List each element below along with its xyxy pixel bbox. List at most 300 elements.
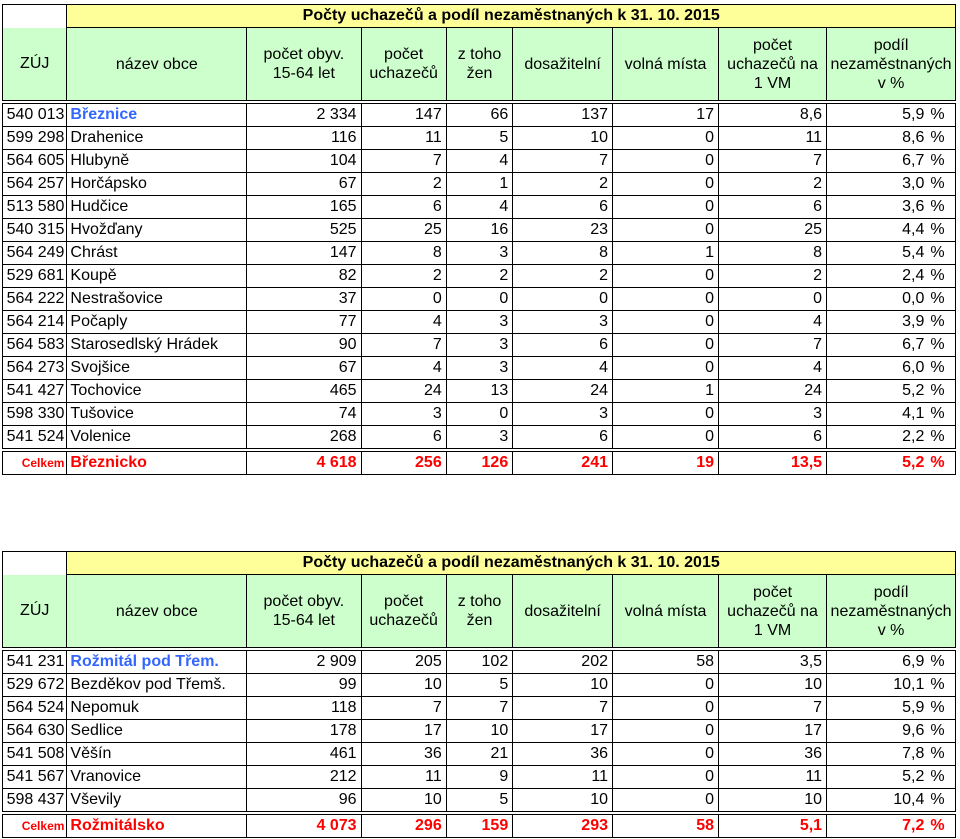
vacancies-value: 0 (613, 334, 719, 357)
table-row (3, 265, 956, 288)
vacancies-value: 17 (613, 104, 719, 127)
percent-unit: % (926, 265, 955, 288)
per-vacancy-value: 25 (719, 219, 827, 242)
applicants-value: 10 (361, 789, 446, 812)
municipality-name: Drahenice (67, 127, 247, 150)
table-row (3, 334, 956, 357)
applicants-value: 256 (361, 452, 446, 475)
available-value: 2 (513, 173, 613, 196)
percent-unit: % (926, 743, 955, 766)
municipality-name: Horčápsko (67, 173, 247, 196)
per-vacancy-value: 4 (719, 311, 827, 334)
per-vacancy-value: 11 (719, 766, 827, 789)
vacancies-value: 0 (613, 743, 719, 766)
percent-unit: % (926, 127, 955, 150)
women-value: 0 (446, 288, 513, 311)
vacancies-value: 1 (613, 242, 719, 265)
population-value: 77 (247, 311, 361, 334)
vacancies-value: 0 (613, 311, 719, 334)
zuj-code: 564 249 (3, 242, 67, 265)
population-value: 37 (247, 288, 361, 311)
percent-unit: % (926, 697, 955, 720)
available-value: 2 (513, 265, 613, 288)
applicants-value: 25 (361, 219, 446, 242)
percent-unit: % (926, 334, 955, 357)
zuj-code: 564 583 (3, 334, 67, 357)
population-value: 96 (247, 789, 361, 812)
women-value: 66 (446, 104, 513, 127)
per-vacancy-value: 8 (719, 242, 827, 265)
available-value: 8 (513, 242, 613, 265)
zuj-code: 540 315 (3, 219, 67, 242)
municipality-name: Nepomuk (67, 697, 247, 720)
applicants-value: 7 (361, 334, 446, 357)
total-row (3, 452, 956, 475)
table-row (3, 789, 956, 812)
header-applicants (361, 28, 446, 101)
women-value: 1 (446, 173, 513, 196)
header-per-vacancy-line: uchazečů na (727, 55, 818, 73)
share-value: 2,2 (827, 426, 927, 449)
percent-unit: % (926, 380, 955, 403)
available-value: 17 (513, 720, 613, 743)
population-value: 525 (247, 219, 361, 242)
share-value: 0,0 (827, 288, 927, 311)
applicants-value: 4 (361, 311, 446, 334)
header-per-vacancy-line: počet (752, 36, 793, 54)
share-value: 3,0 (827, 173, 927, 196)
table-row (3, 219, 956, 242)
share-value: 10,1 (827, 674, 927, 697)
zuj-code: 564 222 (3, 288, 67, 311)
percent-unit: % (926, 104, 955, 127)
header-name: název obce (67, 575, 247, 648)
per-vacancy-value: 6 (719, 196, 827, 219)
municipality-name: Hudčice (67, 196, 247, 219)
vacancies-value: 0 (613, 288, 719, 311)
table-row (3, 173, 956, 196)
share-value: 4,4 (827, 219, 927, 242)
header-women (446, 28, 513, 101)
zuj-code: 564 630 (3, 720, 67, 743)
share-value: 10,4 (827, 789, 927, 812)
municipality-name: Starosedlský Hrádek (67, 334, 247, 357)
applicants-value: 10 (361, 674, 446, 697)
table-row (3, 288, 956, 311)
available-value: 6 (513, 196, 613, 219)
per-vacancy-value: 13,5 (719, 452, 827, 475)
municipality-name: Tochovice (67, 380, 247, 403)
women-value: 10 (446, 720, 513, 743)
available-value: 11 (513, 766, 613, 789)
table-row (3, 242, 956, 265)
per-vacancy-value: 7 (719, 334, 827, 357)
available-value: 4 (513, 357, 613, 380)
women-value: 3 (446, 242, 513, 265)
available-value: 6 (513, 426, 613, 449)
share-value: 5,9 (827, 697, 927, 720)
table-title: Počty uchazečů a podíl nezaměstnaných k 31. 10. 2015 (67, 552, 956, 575)
women-value: 126 (446, 452, 513, 475)
available-value: 6 (513, 334, 613, 357)
population-value: 4 618 (247, 452, 361, 475)
percent-unit: % (926, 720, 955, 743)
header-population (247, 575, 361, 648)
per-vacancy-value: 8,6 (719, 104, 827, 127)
per-vacancy-value: 11 (719, 127, 827, 150)
population-value: 461 (247, 743, 361, 766)
per-vacancy-value: 7 (719, 697, 827, 720)
header-share-line: nezaměstnaných (830, 602, 952, 620)
corner-blank (3, 552, 67, 575)
applicants-value: 7 (361, 150, 446, 173)
header-applicants-line: počet (384, 593, 424, 610)
municipality-name: Nestrašovice (67, 288, 247, 311)
municipality-name: Hvožďany (67, 219, 247, 242)
header-applicants (361, 575, 446, 648)
applicants-value: 36 (361, 743, 446, 766)
available-value: 202 (513, 651, 613, 674)
vacancies-value: 1 (613, 380, 719, 403)
vacancies-value: 0 (613, 789, 719, 812)
table-row (3, 426, 956, 449)
header-vacancies-line: volná místa (624, 55, 707, 73)
header-available (513, 28, 613, 101)
zuj-code: 564 273 (3, 357, 67, 380)
header-share (827, 575, 956, 648)
header-vacancies (613, 28, 719, 101)
vacancies-value: 0 (613, 403, 719, 426)
table-row (3, 651, 956, 674)
vacancies-value: 0 (613, 127, 719, 150)
municipality-name: Koupě (67, 265, 247, 288)
share-value: 6,0 (827, 357, 927, 380)
vacancies-value: 0 (613, 426, 719, 449)
header-applicants-line: uchazečů (369, 65, 438, 82)
share-value: 4,1 (827, 403, 927, 426)
share-value: 7,2 (827, 815, 927, 838)
population-value: 212 (247, 766, 361, 789)
population-value: 99 (247, 674, 361, 697)
zuj-code: 564 214 (3, 311, 67, 334)
zuj-code: 513 580 (3, 196, 67, 219)
share-value: 2,4 (827, 265, 927, 288)
available-value: 3 (513, 403, 613, 426)
municipality-name: Věšín (67, 743, 247, 766)
share-value: 5,4 (827, 242, 927, 265)
header-per-vacancy-line: 1 VM (753, 621, 792, 639)
vacancies-value: 0 (613, 219, 719, 242)
vacancies-value: 0 (613, 697, 719, 720)
header-per-vacancy-line: uchazečů na (727, 602, 818, 620)
percent-unit: % (926, 674, 955, 697)
header-available-line: dosažitelní (524, 55, 601, 73)
per-vacancy-value: 4 (719, 357, 827, 380)
table-row (3, 150, 956, 173)
vacancies-value: 0 (613, 150, 719, 173)
header-applicants-line: uchazečů (369, 612, 438, 629)
total-row (3, 815, 956, 838)
share-value: 7,8 (827, 743, 927, 766)
municipality-name: Bezděkov pod Třemš. (67, 674, 247, 697)
share-value: 6,7 (827, 334, 927, 357)
table-row (3, 766, 956, 789)
women-value: 4 (446, 196, 513, 219)
population-value: 82 (247, 265, 361, 288)
unemployment-table (2, 4, 956, 475)
population-value: 116 (247, 127, 361, 150)
population-value: 268 (247, 426, 361, 449)
population-value: 2 334 (247, 104, 361, 127)
percent-unit: % (926, 288, 955, 311)
unemployment-table (2, 551, 956, 838)
women-value: 9 (446, 766, 513, 789)
per-vacancy-value: 6 (719, 426, 827, 449)
vacancies-value: 0 (613, 766, 719, 789)
women-value: 102 (446, 651, 513, 674)
table-breznicko (2, 4, 956, 475)
share-value: 6,7 (827, 150, 927, 173)
population-value: 165 (247, 196, 361, 219)
per-vacancy-value: 2 (719, 265, 827, 288)
applicants-value: 11 (361, 766, 446, 789)
applicants-value: 2 (361, 265, 446, 288)
zuj-code: 541 427 (3, 380, 67, 403)
applicants-value: 3 (361, 403, 446, 426)
header-vacancies (613, 575, 719, 648)
applicants-value: 6 (361, 426, 446, 449)
zuj-code: Celkem (3, 815, 67, 838)
applicants-value: 11 (361, 127, 446, 150)
available-value: 10 (513, 789, 613, 812)
municipality-name: Sedlice (67, 720, 247, 743)
available-value: 3 (513, 311, 613, 334)
table-row (3, 127, 956, 150)
per-vacancy-value: 2 (719, 173, 827, 196)
zuj-code: 598 437 (3, 789, 67, 812)
women-value: 3 (446, 311, 513, 334)
municipality-name: Svojšice (67, 357, 247, 380)
women-value: 4 (446, 150, 513, 173)
zuj-code: 598 330 (3, 403, 67, 426)
women-value: 13 (446, 380, 513, 403)
percent-unit: % (926, 242, 955, 265)
women-value: 16 (446, 219, 513, 242)
table-row (3, 674, 956, 697)
zuj-code: 529 672 (3, 674, 67, 697)
corner-blank (3, 5, 67, 28)
vacancies-value: 0 (613, 357, 719, 380)
header-population-line: počet obyv. (263, 593, 345, 610)
percent-unit: % (926, 150, 955, 173)
header-population-line: 15-64 let (272, 65, 335, 82)
women-value: 2 (446, 265, 513, 288)
municipality-name: Počaply (67, 311, 247, 334)
population-value: 465 (247, 380, 361, 403)
applicants-value: 205 (361, 651, 446, 674)
zuj-code: 529 681 (3, 265, 67, 288)
percent-unit: % (926, 357, 955, 380)
applicants-value: 2 (361, 173, 446, 196)
header-per-vacancy (719, 575, 827, 648)
header-women-line: z toho (457, 593, 502, 610)
vacancies-value: 19 (613, 452, 719, 475)
applicants-value: 296 (361, 815, 446, 838)
applicants-value: 17 (361, 720, 446, 743)
vacancies-value: 58 (613, 651, 719, 674)
available-value: 241 (513, 452, 613, 475)
share-value: 5,2 (827, 452, 927, 475)
share-value: 5,9 (827, 104, 927, 127)
population-value: 178 (247, 720, 361, 743)
available-value: 7 (513, 150, 613, 173)
population-value: 74 (247, 403, 361, 426)
zuj-code: 541 508 (3, 743, 67, 766)
percent-unit: % (926, 196, 955, 219)
available-value: 293 (513, 815, 613, 838)
women-value: 3 (446, 357, 513, 380)
women-value: 5 (446, 127, 513, 150)
header-per-vacancy (719, 28, 827, 101)
women-value: 7 (446, 697, 513, 720)
applicants-value: 4 (361, 357, 446, 380)
per-vacancy-value: 5,1 (719, 815, 827, 838)
per-vacancy-value: 24 (719, 380, 827, 403)
population-value: 118 (247, 697, 361, 720)
zuj-code: 564 524 (3, 697, 67, 720)
percent-unit: % (926, 403, 955, 426)
available-value: 24 (513, 380, 613, 403)
vacancies-value: 0 (613, 265, 719, 288)
municipality-name: Rožmitálsko (67, 815, 247, 838)
municipality-name: Březnice (67, 104, 247, 127)
header-per-vacancy-line: 1 VM (753, 74, 792, 92)
header-share-line: nezaměstnaných (830, 55, 952, 73)
table-row (3, 720, 956, 743)
population-value: 147 (247, 242, 361, 265)
percent-unit: % (926, 219, 955, 242)
zuj-code: 541 567 (3, 766, 67, 789)
per-vacancy-value: 36 (719, 743, 827, 766)
percent-unit: % (926, 426, 955, 449)
header-zuj: ZÚJ (3, 575, 67, 648)
women-value: 159 (446, 815, 513, 838)
population-value: 2 909 (247, 651, 361, 674)
table-title: Počty uchazečů a podíl nezaměstnaných k 31. 10. 2015 (67, 5, 956, 28)
percent-unit: % (926, 173, 955, 196)
header-available-line: dosažitelní (524, 602, 601, 620)
table-row (3, 357, 956, 380)
table-row (3, 311, 956, 334)
per-vacancy-value: 10 (719, 789, 827, 812)
available-value: 10 (513, 674, 613, 697)
header-women-line: žen (466, 612, 493, 629)
municipality-name: Březnicko (67, 452, 247, 475)
municipality-name: Rožmitál pod Třem. (67, 651, 247, 674)
header-share-line: podíl (873, 36, 909, 54)
population-value: 67 (247, 357, 361, 380)
header-share (827, 28, 956, 101)
share-value: 3,6 (827, 196, 927, 219)
table-row (3, 403, 956, 426)
percent-unit: % (926, 311, 955, 334)
header-women (446, 575, 513, 648)
zuj-code: 541 231 (3, 651, 67, 674)
available-value: 23 (513, 219, 613, 242)
percent-unit: % (926, 651, 955, 674)
header-women-line: žen (466, 65, 493, 82)
header-name: název obce (67, 28, 247, 101)
women-value: 5 (446, 789, 513, 812)
applicants-value: 7 (361, 697, 446, 720)
table-rozmitalsko (2, 551, 956, 838)
available-value: 137 (513, 104, 613, 127)
applicants-value: 8 (361, 242, 446, 265)
women-value: 5 (446, 674, 513, 697)
applicants-value: 0 (361, 288, 446, 311)
header-available (513, 575, 613, 648)
zuj-code: 541 524 (3, 426, 67, 449)
percent-unit: % (926, 452, 955, 475)
header-zuj: ZÚJ (3, 28, 67, 101)
applicants-value: 147 (361, 104, 446, 127)
municipality-name: Hlubyně (67, 150, 247, 173)
population-value: 90 (247, 334, 361, 357)
zuj-code: 564 257 (3, 173, 67, 196)
municipality-name: Tušovice (67, 403, 247, 426)
per-vacancy-value: 3 (719, 403, 827, 426)
percent-unit: % (926, 815, 955, 838)
share-value: 5,2 (827, 380, 927, 403)
zuj-code: Celkem (3, 452, 67, 475)
table-row (3, 196, 956, 219)
per-vacancy-value: 10 (719, 674, 827, 697)
women-value: 0 (446, 403, 513, 426)
header-applicants-line: počet (384, 46, 424, 63)
zuj-code: 540 013 (3, 104, 67, 127)
municipality-name: Vranovice (67, 766, 247, 789)
header-vacancies-line: volná místa (624, 602, 707, 620)
table-row (3, 380, 956, 403)
women-value: 21 (446, 743, 513, 766)
vacancies-value: 0 (613, 196, 719, 219)
applicants-value: 24 (361, 380, 446, 403)
municipality-name: Volenice (67, 426, 247, 449)
table-row (3, 743, 956, 766)
vacancies-value: 0 (613, 720, 719, 743)
women-value: 3 (446, 426, 513, 449)
population-value: 4 073 (247, 815, 361, 838)
available-value: 7 (513, 697, 613, 720)
header-share-line: v % (877, 621, 905, 639)
header-population (247, 28, 361, 101)
women-value: 3 (446, 334, 513, 357)
vacancies-value: 0 (613, 173, 719, 196)
vacancies-value: 58 (613, 815, 719, 838)
population-value: 104 (247, 150, 361, 173)
per-vacancy-value: 3,5 (719, 651, 827, 674)
available-value: 0 (513, 288, 613, 311)
header-population-line: počet obyv. (263, 46, 345, 63)
share-value: 5,2 (827, 766, 927, 789)
applicants-value: 6 (361, 196, 446, 219)
table-row (3, 697, 956, 720)
header-population-line: 15-64 let (272, 612, 335, 629)
available-value: 36 (513, 743, 613, 766)
share-value: 6,9 (827, 651, 927, 674)
zuj-code: 599 298 (3, 127, 67, 150)
table-row (3, 104, 956, 127)
